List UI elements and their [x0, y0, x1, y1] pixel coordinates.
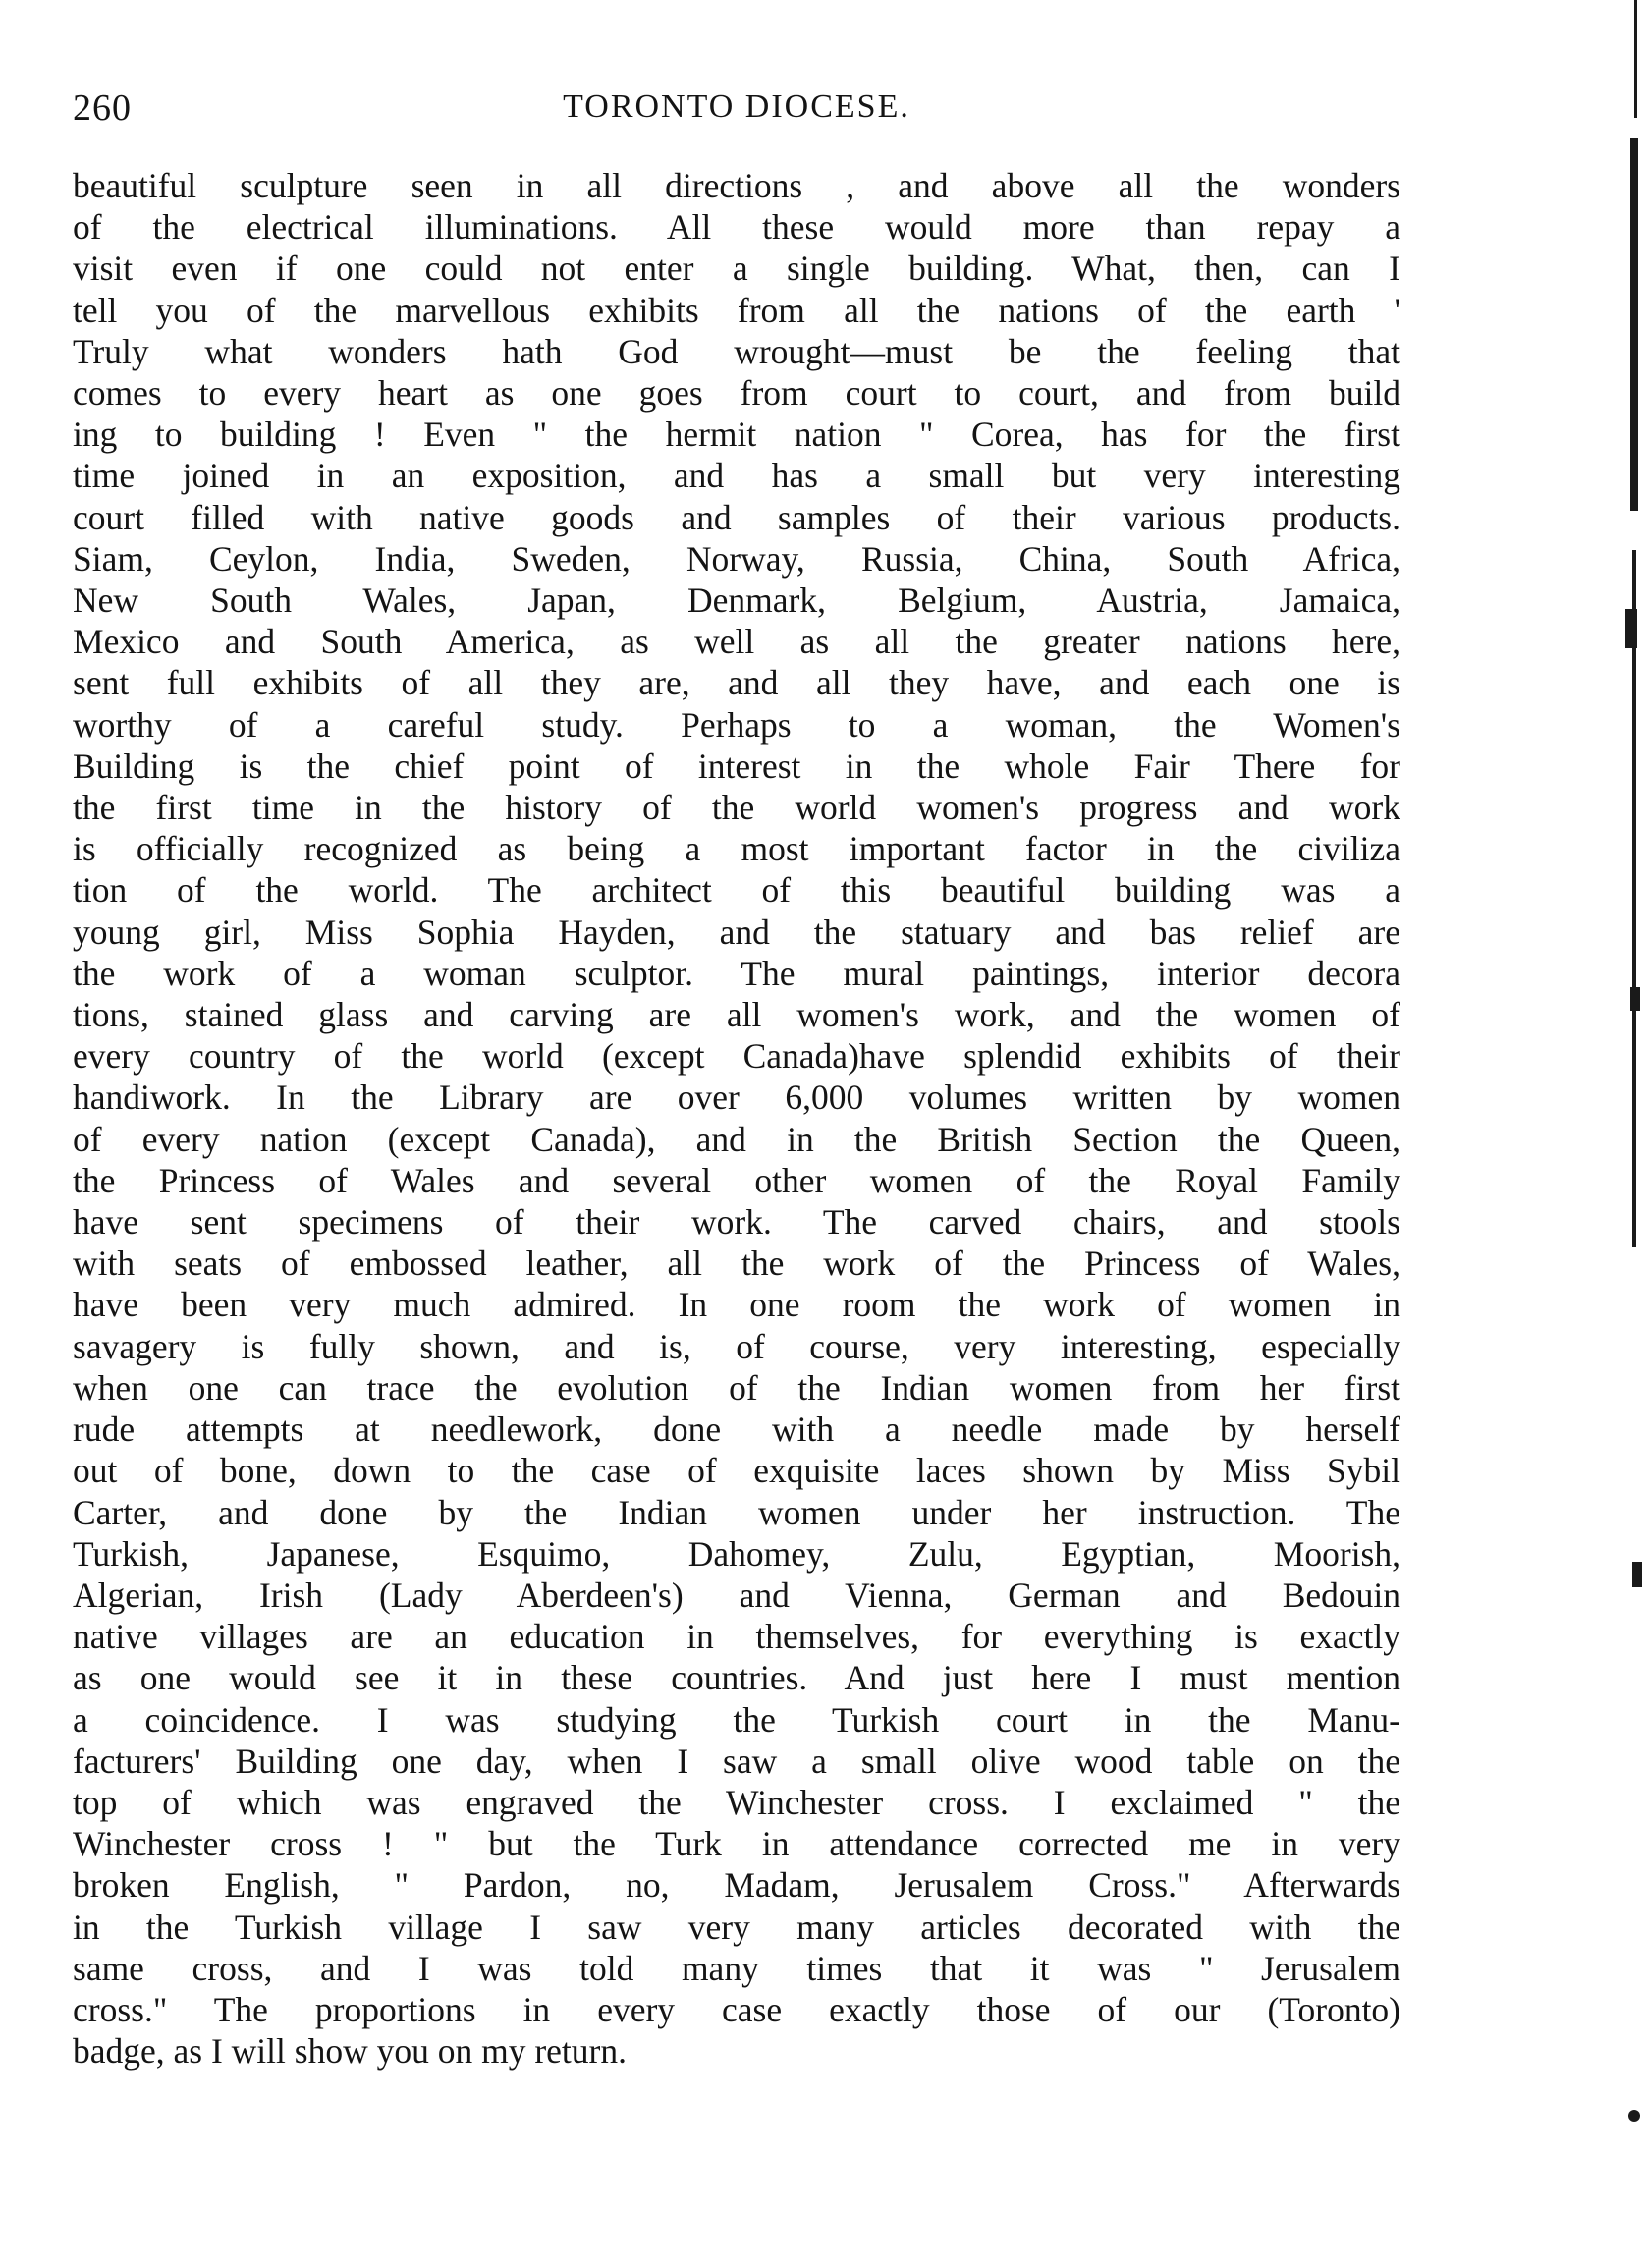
- text-line: Siam, Ceylon, India, Sweden, Norway, Russia, China, South Africa,: [73, 538, 1400, 579]
- text-line: every country of the world (except Canada)have splendid exhibits of their: [73, 1036, 1400, 1077]
- text-line: savagery is fully shown, and is, of course, very interesting, especially: [73, 1326, 1400, 1366]
- text-line: in the Turkish village I saw very many articles decorated with the: [73, 1907, 1400, 1947]
- text-line: Truly what wonders hath God wrought—must be the feeling that: [73, 331, 1400, 371]
- running-title: TORONTO DIOCESE.: [563, 88, 910, 125]
- text-line: same cross, and I was told many times that it was " Jerusalem: [73, 1948, 1400, 1988]
- text-line: have sent specimens of their work. The carved chairs, and stools: [73, 1202, 1400, 1243]
- text-line: when one can trace the evolution of the Indian women from her first: [73, 1367, 1400, 1408]
- scan-margin-mark: [1630, 987, 1640, 1011]
- scan-margin-mark: [1625, 609, 1637, 648]
- text-line: out of bone, down to the case of exquisite laces shown by Miss Sybil: [73, 1451, 1400, 1491]
- text-line: a coincidence. I was studying the Turkish court in the Manu-: [73, 1699, 1400, 1740]
- text-line: native villages are an education in themselves, for everything is exactly: [73, 1617, 1400, 1657]
- text-line: Algerian, Irish (Lady Aberdeen's) and Vienna, German and Bedouin: [73, 1575, 1400, 1615]
- text-line: rude attempts at needlework, done with a needle made by herself: [73, 1410, 1400, 1450]
- text-line: visit even if one could not enter a single building. What, then, can I: [73, 249, 1400, 289]
- text-line: tion of the world. The architect of this beautiful building was a: [73, 870, 1400, 911]
- text-line: cross." The proportions in every case exactly those of our (Toronto): [73, 1989, 1400, 2029]
- text-line: court filled with native goods and samples of their various products.: [73, 497, 1400, 537]
- text-line: is officially recognized as being a most important factor in the civiliza: [73, 829, 1400, 869]
- scan-margin-mark: [1634, 0, 1637, 118]
- text-line: time joined in an exposition, and has a small but very interesting: [73, 456, 1400, 496]
- text-line: young girl, Miss Sophia Hayden, and the statuary and bas relief are: [73, 912, 1400, 952]
- text-line: the work of a woman sculptor. The mural paintings, interior decora: [73, 953, 1400, 993]
- text-line: facturers' Building one day, when I saw a small olive wood table on the: [73, 1741, 1400, 1781]
- page-number: 260: [73, 87, 132, 129]
- text-line: the Princess of Wales and several other women of the Royal Family: [73, 1160, 1400, 1200]
- text-line: Carter, and done by the Indian women under her instruction. The: [73, 1492, 1400, 1532]
- text-line: Winchester cross ! " but the Turk in attendance corrected me in very: [73, 1824, 1400, 1864]
- body-paragraph: [73, 165, 1400, 2072]
- scan-margin-mark: [1628, 2110, 1640, 2122]
- scan-margin-mark: [1632, 1562, 1642, 1587]
- text-line: with seats of embossed leather, all the work of the Princess of Wales,: [73, 1244, 1400, 1284]
- text-line: New South Wales, Japan, Denmark, Belgium, Austria, Jamaica,: [73, 581, 1400, 621]
- text-line: handiwork. In the Library are over 6,000 volumes written by women: [73, 1078, 1400, 1118]
- text-line: ing to building ! Even " the hermit nation " Corea, has for the first: [73, 415, 1400, 455]
- text-line: beautiful sculpture seen in all directions , and above all the wonders: [73, 166, 1400, 205]
- text-line: of the electrical illuminations. All these would more than repay a: [73, 207, 1400, 248]
- text-line: broken English, " Pardon, no, Madam, Jerusalem Cross." Afterwards: [73, 1865, 1400, 1906]
- book-page: [73, 77, 1400, 2072]
- text-line: have been very much admired. In one room the work of women in: [73, 1285, 1400, 1325]
- scan-margin-mark: [1630, 138, 1638, 511]
- text-line: badge, as I will show you on my return.: [73, 2031, 627, 2072]
- text-line: top of which was engraved the Winchester cross. I exclaimed " the: [73, 1782, 1400, 1822]
- text-line: as one would see it in these countries. And just here I must mention: [73, 1658, 1400, 1698]
- text-line: worthy of a careful study. Perhaps to a woman, the Women's: [73, 704, 1400, 745]
- running-head: [73, 77, 1400, 136]
- text-line: comes to every heart as one goes from court to court, and from build: [73, 373, 1400, 414]
- text-line: of every nation (except Canada), and in the British Section the Queen,: [73, 1119, 1400, 1159]
- text-line: the first time in the history of the world women's progress and work: [73, 788, 1400, 828]
- text-line: Mexico and South America, as well as all the greater nations here,: [73, 622, 1400, 662]
- text-line: tell you of the marvellous exhibits from all the nations of the earth ': [73, 290, 1400, 330]
- text-line: tions, stained glass and carving are all women's work, and the women of: [73, 995, 1400, 1035]
- text-line: Turkish, Japanese, Esquimo, Dahomey, Zulu, Egyptian, Moorish,: [73, 1533, 1400, 1574]
- text-line: Building is the chief point of interest in the whole Fair There for: [73, 746, 1400, 786]
- text-line: sent full exhibits of all they are, and all they have, and each one is: [73, 663, 1400, 703]
